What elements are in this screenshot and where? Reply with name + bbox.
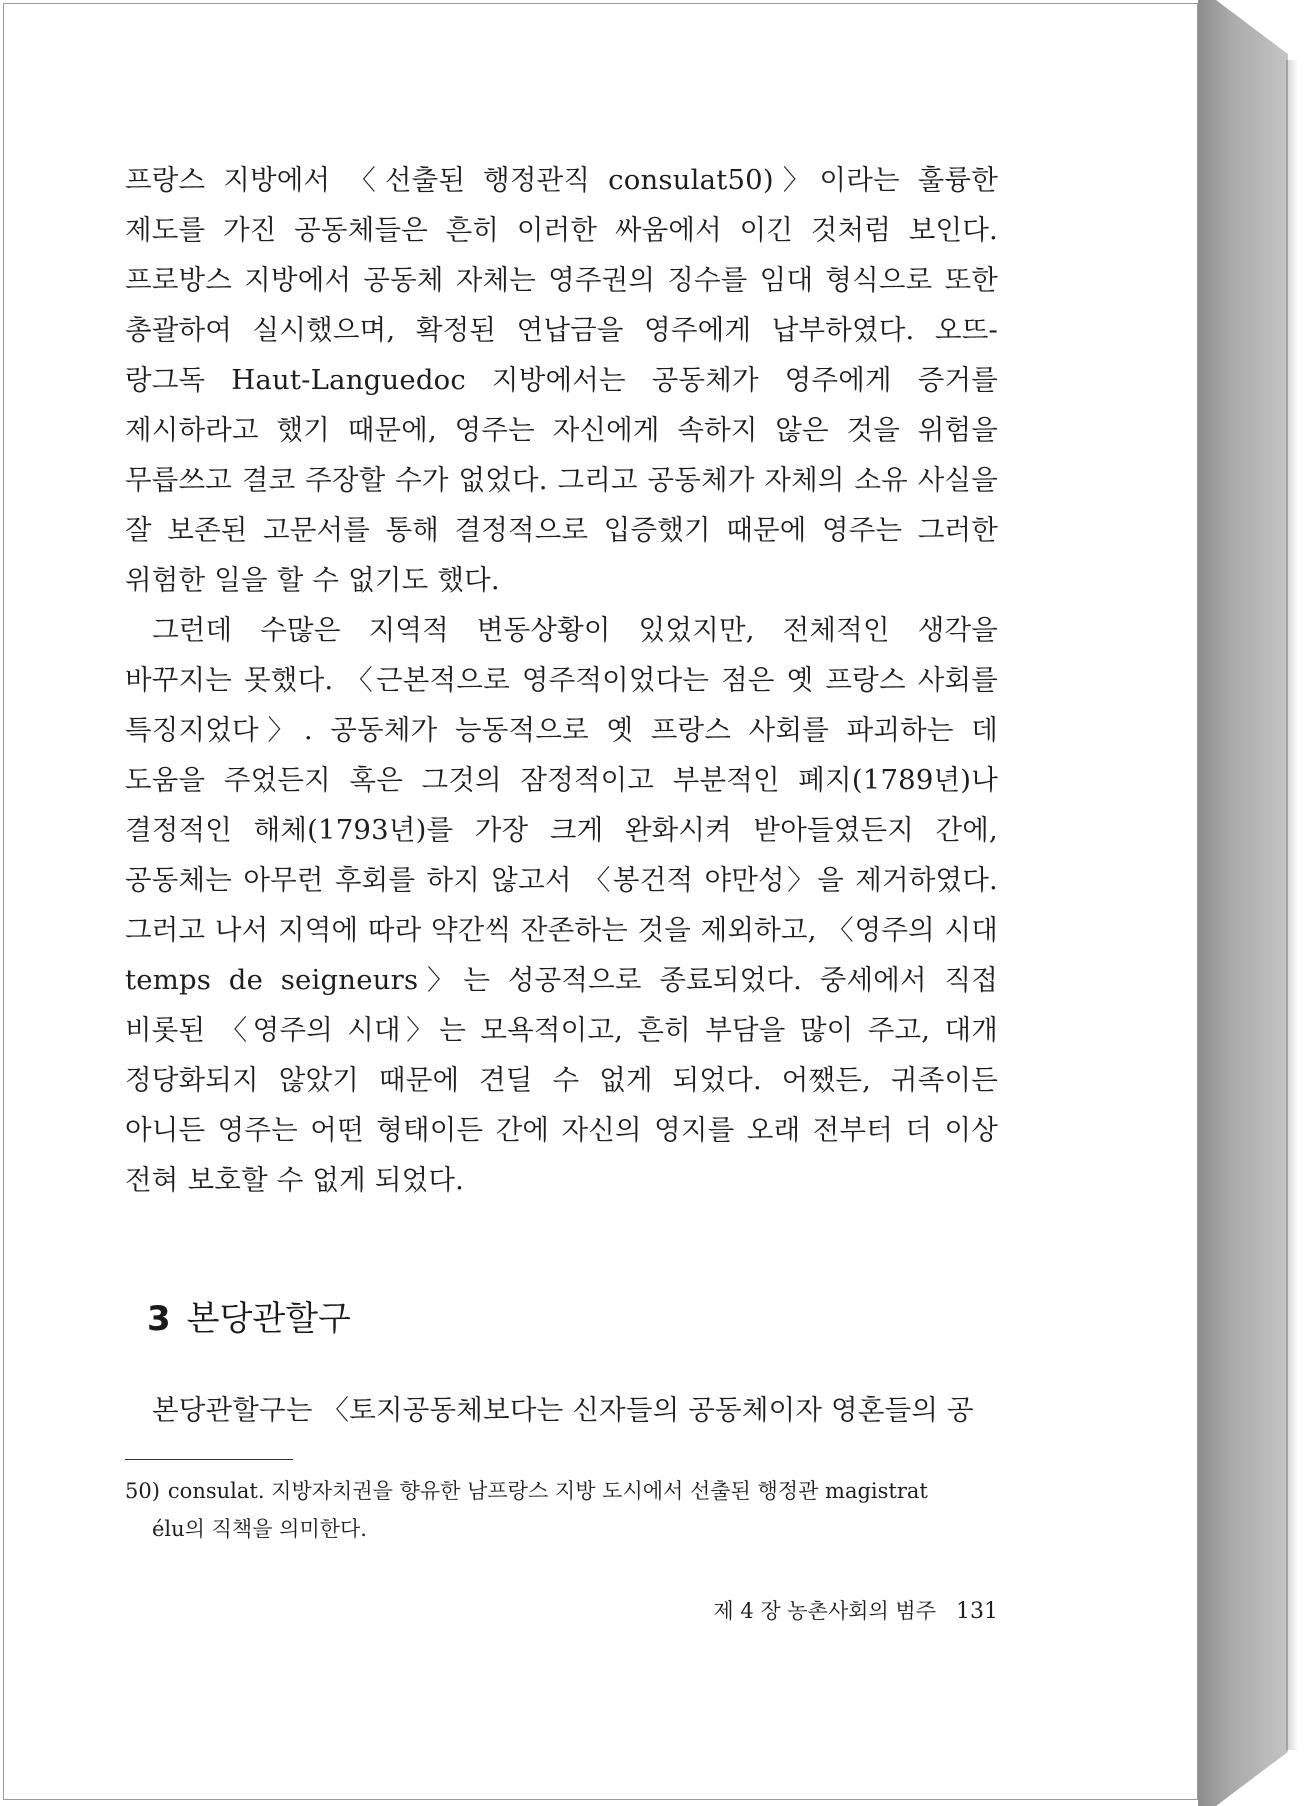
footnote-number: 50) <box>125 1479 160 1503</box>
section-heading <box>147 1297 998 1341</box>
footnote-continuation: élu의 직책을 의미한다. <box>152 1517 367 1541</box>
page-edge-thickness <box>1198 0 1288 1806</box>
section-number: 3 <box>147 1299 171 1339</box>
footnote-50 <box>125 1472 998 1548</box>
body-paragraph-1: 프랑스 지방에서 〈선출된 행정관직 consulat50)〉이라는 훌륭한 제도를 가진 공동체들은 흔히 이러한 싸움에서 이긴 것처럼 보인다. 프로방스 지방에서 공동체 자체는 영주권의 징수를 임대 형식으로 또한 총괄하여 실시했으며, 확정된 연납금을 영주에게 납부하였다. 오뜨-랑그독 Haut-Languedoc 지방에서는 공동체가 영주에게 증거를 제시하라고 했기 때문에, 영주는 자신에게 속하지 않은 것을 위험을 무릅쓰고 결코 주장할 수가 없었다. 그리고 공동체가 자체의 소유 사실을 잘 보존된 고문서를 통해 결정적으로 입증했기 때문에 영주는 그러한 위험한 일을 할 수 없기도 했다. <box>125 164 998 596</box>
page-edge-shadow <box>1286 60 1298 1750</box>
footnote-first-line <box>125 1472 998 1510</box>
section-intro-paragraph: 본당관할구는 〈토지공동체보다는 신자들의 공동체이자 영혼들의 공 <box>152 1394 974 1426</box>
running-title: 제 4 장 농촌사회의 범주 <box>713 1599 936 1623</box>
running-footer <box>713 1596 998 1627</box>
body-paragraph-2: 그런데 수많은 지역적 변동상황이 있었지만, 전체적인 생각을 바꾸지는 못했다. 〈근본적으로 영주적이었다는 점은 옛 프랑스 사회를 특징지었다〉. 공동체가 능동적으로 옛 프랑스 사회를 파괴하는 데 도움을 주었든지 혹은 그것의 잠정적이고 부분적인 폐지(1789년)나 결정적인 해체(1793년)를 가장 크게 완화시켜 받아들였든지 간에, 공동체는 아무런 후회를 하지 않고서 〈봉건적 야만성〉을 제거하였다. 그러고 나서 지역에 따라 약간씩 잔존하는 것을 제외하고, 〈영주의 시대 temps de seigneurs〉는 성공적으로 종료되었다. 중세에서 직접 비롯된 〈영주의 시대〉는 모욕적이고, 흔히 부담을 많이 주고, 대개 정당화되지 않았기 때문에 견딜 수 없게 되었다. 어쨌든, 귀족이든 아니든 영주는 어떤 형태이든 간에 자신의 영지를 오래 전부터 더 이상 전혀 보호할 수 없게 되었다. <box>125 614 998 1196</box>
footnote-separator <box>125 1459 293 1460</box>
footnote-text: consulat. 지방자치권을 향유한 남프랑스 지방 도시에서 선출된 행정관 magistrat <box>167 1479 928 1503</box>
section-title: 본당관할구 <box>186 1299 351 1339</box>
main-text-block <box>125 155 998 1435</box>
page-number: 131 <box>956 1599 998 1624</box>
